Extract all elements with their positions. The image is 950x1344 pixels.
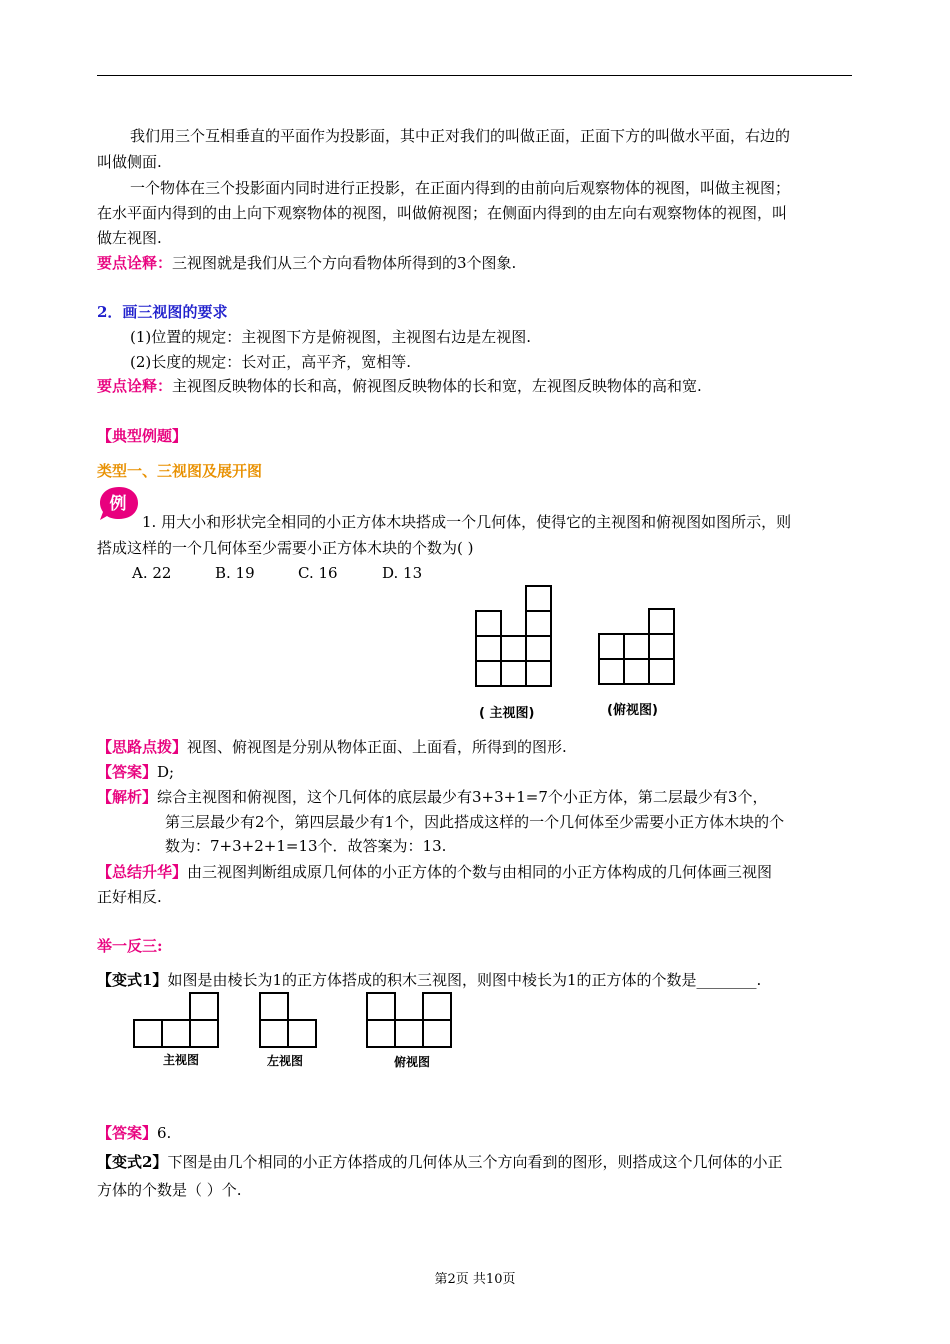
q1-summary-text1: 由三视图判断组成原几何体的小正方体的个数与由相同的小正方体构成的几何体画三视图: [187, 863, 773, 881]
q1-option-a: A. 22: [132, 564, 172, 582]
q1-hint-label: 【思路点拨】: [97, 738, 188, 756]
example-badge-icon: [98, 485, 140, 521]
intro-note-label: 要点诠释：: [97, 254, 173, 272]
type-heading: 类型一、三视图及展开图: [97, 462, 263, 480]
q1-main-view-figure: [475, 582, 555, 686]
section2-note-label: 要点诠释：: [97, 377, 173, 395]
q1-analysis-line3: 数为：7+3+2+1=13个．故答案为：13.: [165, 837, 447, 855]
section2-note-text: 主视图反映物体的长和高，俯视图反映物体的长和宽，左视图反映物体的高和宽.: [172, 377, 702, 395]
page-footer: 第2页 共10页: [434, 1272, 516, 1287]
example-badge-text: 例: [109, 494, 127, 514]
variant2-text1: 下图是由几个相同的小正方体搭成的几何体从三个方向看到的图形，则搭成这个几何体的小正: [167, 1153, 783, 1171]
practice-heading: 举一反三:: [97, 937, 163, 955]
q1-analysis-text1: 综合主视图和俯视图，这个几何体的底层最少有3+3+1=7个小正方体，第二层最少有3个，: [157, 788, 768, 806]
q1-option-b: B. 19: [215, 564, 255, 582]
variant1-question: [97, 970, 761, 990]
q1-summary-line1: [97, 862, 772, 882]
variant1-left-view-figure: [259, 991, 319, 1049]
q1-answer: [97, 762, 174, 782]
variant1-top-view-figure: [366, 991, 454, 1049]
intro-p2-line1: 一个物体在三个投影面内同时进行正投影，在正面内得到的由前向后观察物体的视图，叫做主视图；: [130, 179, 791, 197]
section2-item1: (1)位置的规定：主视图下方是俯视图，主视图右边是左视图.: [130, 328, 532, 346]
q1-analysis-label: 【解析】: [97, 788, 158, 806]
q1-answer-text: D;: [157, 763, 175, 781]
variant2-label: 【变式2】: [97, 1153, 168, 1171]
variant1-answer-label: 【答案】: [97, 1124, 158, 1142]
variant2-line2: 方体的个数是（ ）个.: [97, 1181, 242, 1199]
q1-top-view-caption: (俯视图): [607, 703, 658, 718]
q1-option-c: C. 16: [298, 564, 338, 582]
q1-summary-label: 【总结升华】: [97, 863, 188, 881]
q1-analysis-line2: 第三层最少有2个，第四层最少有1个，因此搭成这样的一个几何体至少需要小正方体木块的个: [165, 813, 785, 831]
variant1-label: 【变式1】: [97, 971, 168, 989]
variant1-main-view-label: 主视图: [163, 1053, 200, 1067]
variant2-line1: [97, 1152, 782, 1172]
q1-line2: 搭成这样的一个几何体至少需要小正方体木块的个数为( ): [97, 539, 474, 557]
variant1-answer-text: 6.: [157, 1124, 172, 1142]
examples-heading: 【典型例题】: [97, 427, 188, 445]
section2-item2: (2)长度的规定：长对正，高平齐，宽相等.: [130, 353, 412, 371]
q1-main-view-caption: ( 主视图): [479, 706, 535, 721]
q1-analysis-line1: [97, 787, 767, 807]
q1-summary-line2: 正好相反.: [97, 888, 162, 906]
variant1-text: 如图是由棱长为1的正方体搭成的积木三视图，则图中棱长为1的正方体的个数是________.: [167, 971, 762, 989]
intro-p2-line2: 在水平面内得到的由上向下观察物体的视图，叫做俯视图；在侧面内得到的由左向右观察物体的视图，叫: [97, 204, 788, 222]
intro-p1-line1: 我们用三个互相垂直的平面作为投影面，其中正对我们的叫做正面，正面下方的叫做水平面，右边的: [130, 127, 791, 145]
q1-top-view-figure: [598, 606, 678, 686]
intro-p1-line2: 叫做侧面.: [97, 153, 162, 171]
q1-option-d: D. 13: [382, 564, 423, 582]
variant1-answer: [97, 1123, 171, 1143]
header-rule: [97, 75, 852, 76]
q1-hint: [97, 737, 567, 757]
section2-title: 2．画三视图的要求: [97, 303, 228, 321]
q1-answer-label: 【答案】: [97, 763, 158, 781]
intro-note: [97, 253, 516, 273]
intro-p2-line3: 做左视图.: [97, 229, 162, 247]
q1-line1: 1. 用大小和形状完全相同的小正方体木块搭成一个几何体，使得它的主视图和俯视图如图所示，则: [142, 513, 792, 531]
q1-hint-text: 视图、俯视图是分别从物体正面、上面看，所得到的图形.: [187, 738, 567, 756]
intro-note-text: 三视图就是我们从三个方向看物体所得到的3个图象.: [172, 254, 517, 272]
variant1-main-view-figure: [133, 991, 221, 1049]
variant1-top-view-label: 俯视图: [394, 1055, 431, 1069]
variant1-left-view-label: 左视图: [267, 1054, 304, 1068]
section2-note: [97, 376, 702, 396]
